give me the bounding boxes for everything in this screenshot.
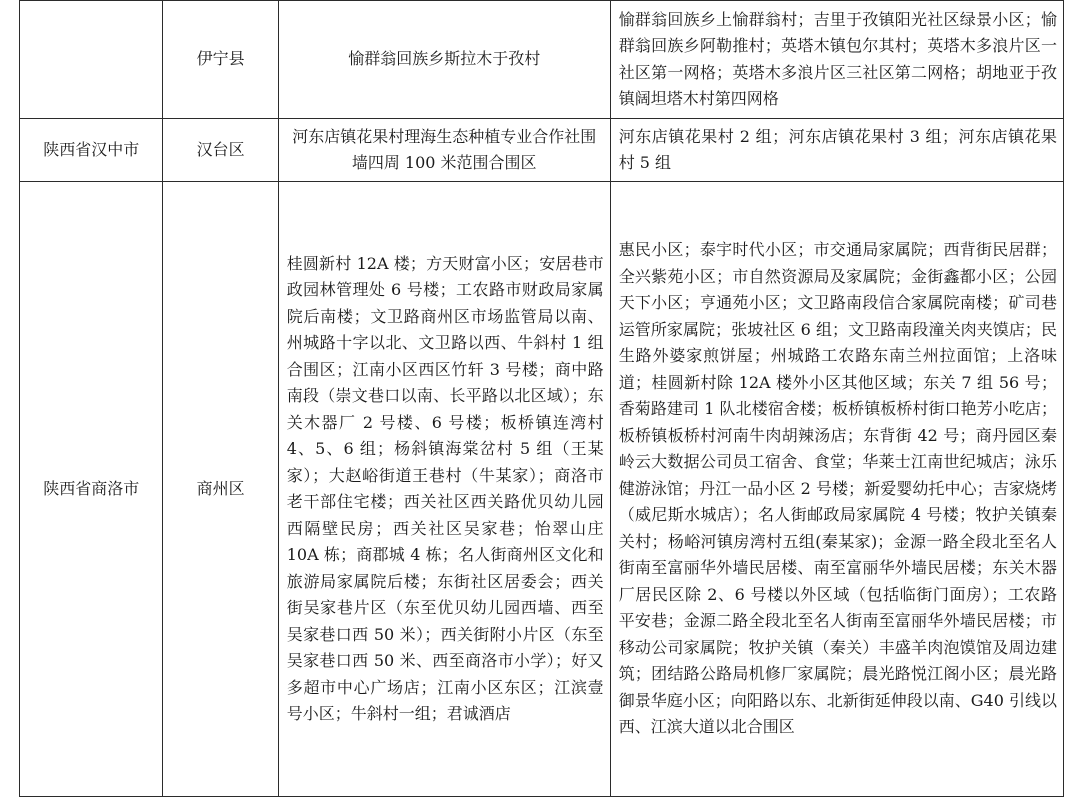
- areas-cell: 河东店镇花果村 2 组；河东店镇花果村 3 组；河东店镇花果村 5 组: [610, 119, 1063, 182]
- table-row: [20, 119, 1064, 182]
- risk-area-table-container: [19, 0, 1064, 797]
- areas-cell: 愉群翁回族乡上愉群翁村；吉里于孜镇阳光社区绿景小区；愉群翁回族乡阿勒推村；英塔木镇包尔其村；英塔木多浪片区一社区第一网格；英塔木多浪片区三社区第二网格；胡地亚于孜镇阔坦塔木村第四网格: [610, 1, 1063, 119]
- district-cell: 商州区: [163, 182, 278, 797]
- province-cell: 陕西省商洛市: [20, 182, 163, 797]
- province-cell: 陕西省汉中市: [20, 119, 163, 182]
- zone-cell: 河东店镇花果村理海生态种植专业合作社围墙四周 100 米范围合围区: [278, 119, 610, 182]
- zone-cell: 桂圆新村 12A 楼；方天财富小区；安居巷市政园林管理处 6 号楼；工农路市财政局家属院后南楼；文卫路商州区市场监管局以南、州城路十字以北、文卫路以西、牛斜村 1 组合围区；江南小区西区竹轩 3 号楼；商中路南段（崇文巷口以南、长平路以北区域）；东关木器厂 2 号楼、6 号楼；板桥镇连湾村 4、5、6 组；杨斜镇海棠岔村 5 组（王某家）；大赵峪街道王巷村（牛某家）；商洛市老干部住宅楼；西关社区西关路优贝幼儿园西隔壁民房；西关社区吴家巷；怡翠山庄 10A 栋；商郡城 4 栋；名人街商州区文化和旅游局家属院后楼；东街社区居委会；西关街吴家巷片区（东至优贝幼儿园西墙、西至吴家巷口西 50 米）；西关街附小片区（东至吴家巷口西 50 米、西至商洛市小学）；好又多超市中心广场店；江南小区东区；江滨壹号小区；牛斜村一组；君诚酒店: [278, 182, 610, 797]
- risk-area-table: [19, 0, 1064, 797]
- district-cell: 伊宁县: [163, 1, 278, 119]
- table-row: [20, 1, 1064, 119]
- district-cell: 汉台区: [163, 119, 278, 182]
- areas-cell: 惠民小区；泰宇时代小区；市交通局家属院；西背街民居群；全兴紫苑小区；市自然资源局及家属院；金街鑫都小区；公园天下小区；亨通苑小区；文卫路南段信合家属院南楼；矿司巷运管所家属院；张坡社区 6 组；文卫路南段潼关肉夹馍店；民生路外婆家煎饼屋；州城路工农路东南兰州拉面馆；上洛味道；桂圆新村除 12A 楼外小区其他区域；东关 7 组 56 号；香菊路建司 1 队北楼宿舍楼；板桥镇板桥村街口艳芳小吃店；板桥镇板桥村河南牛肉胡辣汤店；东背街 42 号；商丹园区秦岭云大数据公司员工宿舍、食堂；华莱士江南世纪城店；泳乐健游泳馆；丹江一品小区 2 号楼；新爱婴幼托中心；吉家烧烤（威尼斯水城店）；名人街邮政局家属院 4 号楼；牧护关镇秦关村；杨峪河镇房湾村五组(秦某家)；金源一路全段北至名人街南至富丽华外墙民居楼、南至富丽华外墙民居楼；东关木器厂居民区除 2、6 号楼以外区域（包括临街门面房）；工农路平安巷；金源二路全段北至名人街南至富丽华外墙民居楼；市移动公司家属院；牧护关镇（秦关）丰盛羊肉泡馍馆及周边建筑；团结路公路局机修厂家属院；晨光路悦江阁小区；晨光路御景华庭小区；向阳路以东、北新街延伸段以南、G40 引线以西、江滨大道以北合围区: [610, 182, 1063, 797]
- province-cell: [20, 1, 163, 119]
- table-row: [20, 182, 1064, 797]
- zone-cell: 愉群翁回族乡斯拉木于孜村: [278, 1, 610, 119]
